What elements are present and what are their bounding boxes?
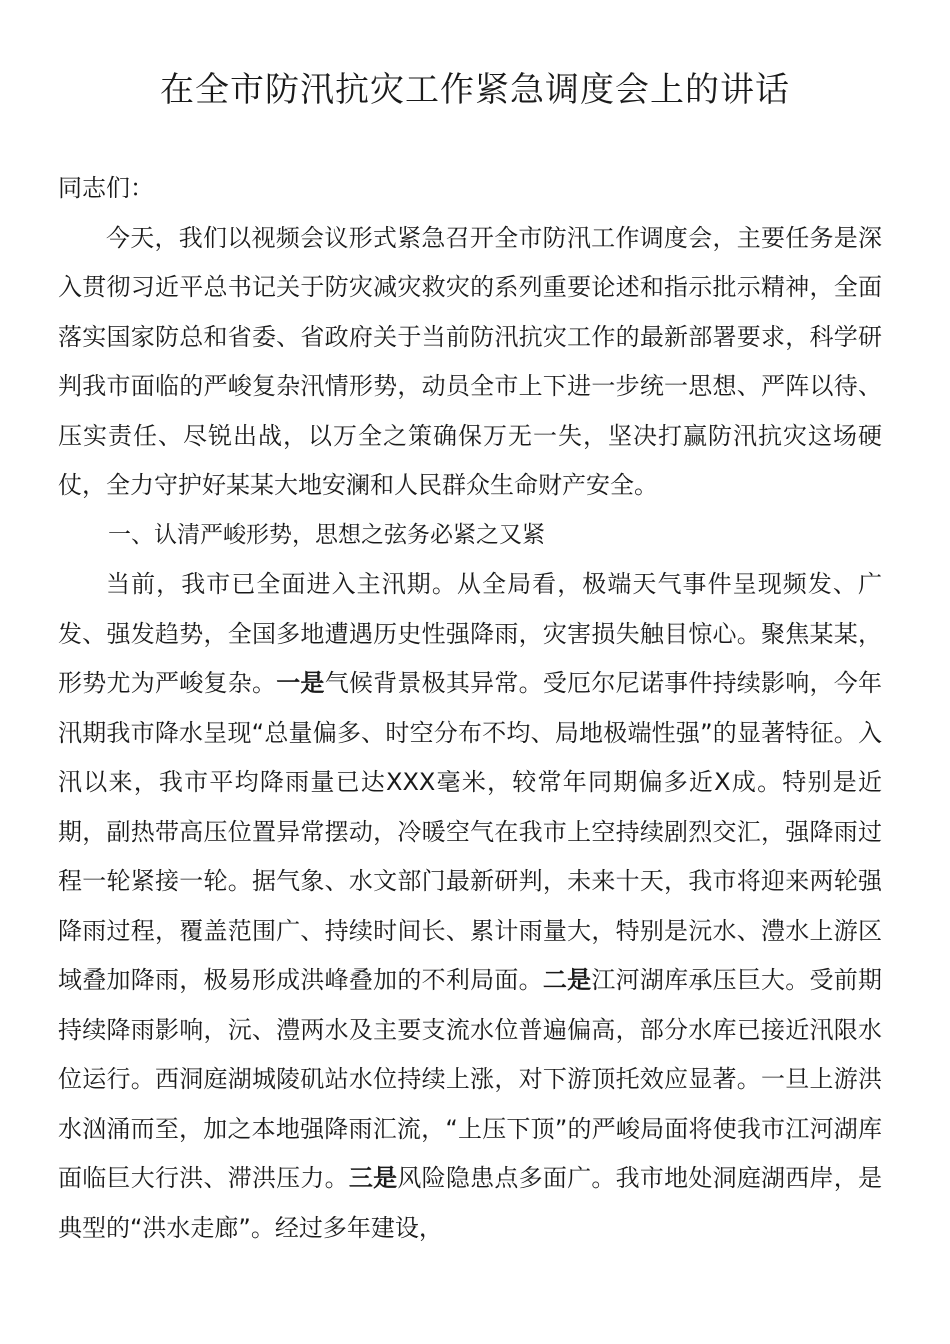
section-heading-1: 一、认清严峻形势，思想之弦务必紧之又紧 xyxy=(108,521,545,548)
point-1-label: 一是 xyxy=(276,669,325,697)
section-1-paragraph xyxy=(58,560,882,1253)
point-2-label: 二是 xyxy=(542,966,592,994)
point-3-text: 风险隐患点多面广。我市地处洞庭湖西岸，是典型的“洪水走廊”。经过多年建设， xyxy=(58,1164,883,1242)
point-3-label: 三是 xyxy=(348,1164,398,1192)
section-1-lead: 当前，我市已全面进入主汛期。从全局看，极端天气事件呈现频发、广发、强发趋势，全国多地遭遇历史性强降雨，灾害损失触目惊心。聚焦某某，形势尤为严峻复杂。 xyxy=(58,570,882,697)
point-2-text: 江河湖库承压巨大。受前期持续降雨影响，沅、澧两水及主要支流水位普遍偏高，部分水库已接近汛限水位运行。西洞庭湖城陵矶站水位持续上涨，对下游顶托效应显著。一旦上游洪水汹涌而至，加之本地强降雨汇流，“上压下顶”的严峻局面将使我市江河湖库面临巨大行洪、滞洪压力。 xyxy=(58,966,883,1192)
document-body xyxy=(58,164,882,1253)
intro-paragraph: 今天，我们以视频会议形式紧急召开全市防汛工作调度会，主要任务是深入贯彻习近平总书记关于防灾减灾救灾的系列重要论述和指示批示精神，全面落实国家防总和省委、省政府关于当前防汛抗灾工作的最新部署要求，科学研判我市面临的严峻复杂汛情形势，动员全市上下进一步统一思想、严阵以待、压实责任、尽锐出战，以万全之策确保万无一失，坚决打赢防汛抗灾这场硬仗，全力守护好某某大地安澜和人民群众生命财产安全。 xyxy=(58,223,882,499)
document-title: 在全市防汛抗灾工作紧急调度会上的讲话 xyxy=(160,70,790,110)
salutation: 同志们： xyxy=(58,174,154,202)
point-1-text: 气候背景极其异常。受厄尔尼诺事件持续影响，今年汛期我市降水呈现“总量偏多、时空分布不均、局地极端性强”的显著特征。入汛以来，我市平均降雨量已达XXX毫米，较常年同期偏多近X成。特别是近期，副热带高压位置异常摆动，冷暖空气在我市上空持续剧烈交汇，强降雨过程一轮紧接一轮。据气象、水文部门最新研判，未来十天，我市将迎来两轮强降雨过程，覆盖范围广、持续时间长、累计雨量大，特别是沅水、澧水上游区域叠加降雨，极易形成洪峰叠加的不利局面。 xyxy=(58,669,883,994)
